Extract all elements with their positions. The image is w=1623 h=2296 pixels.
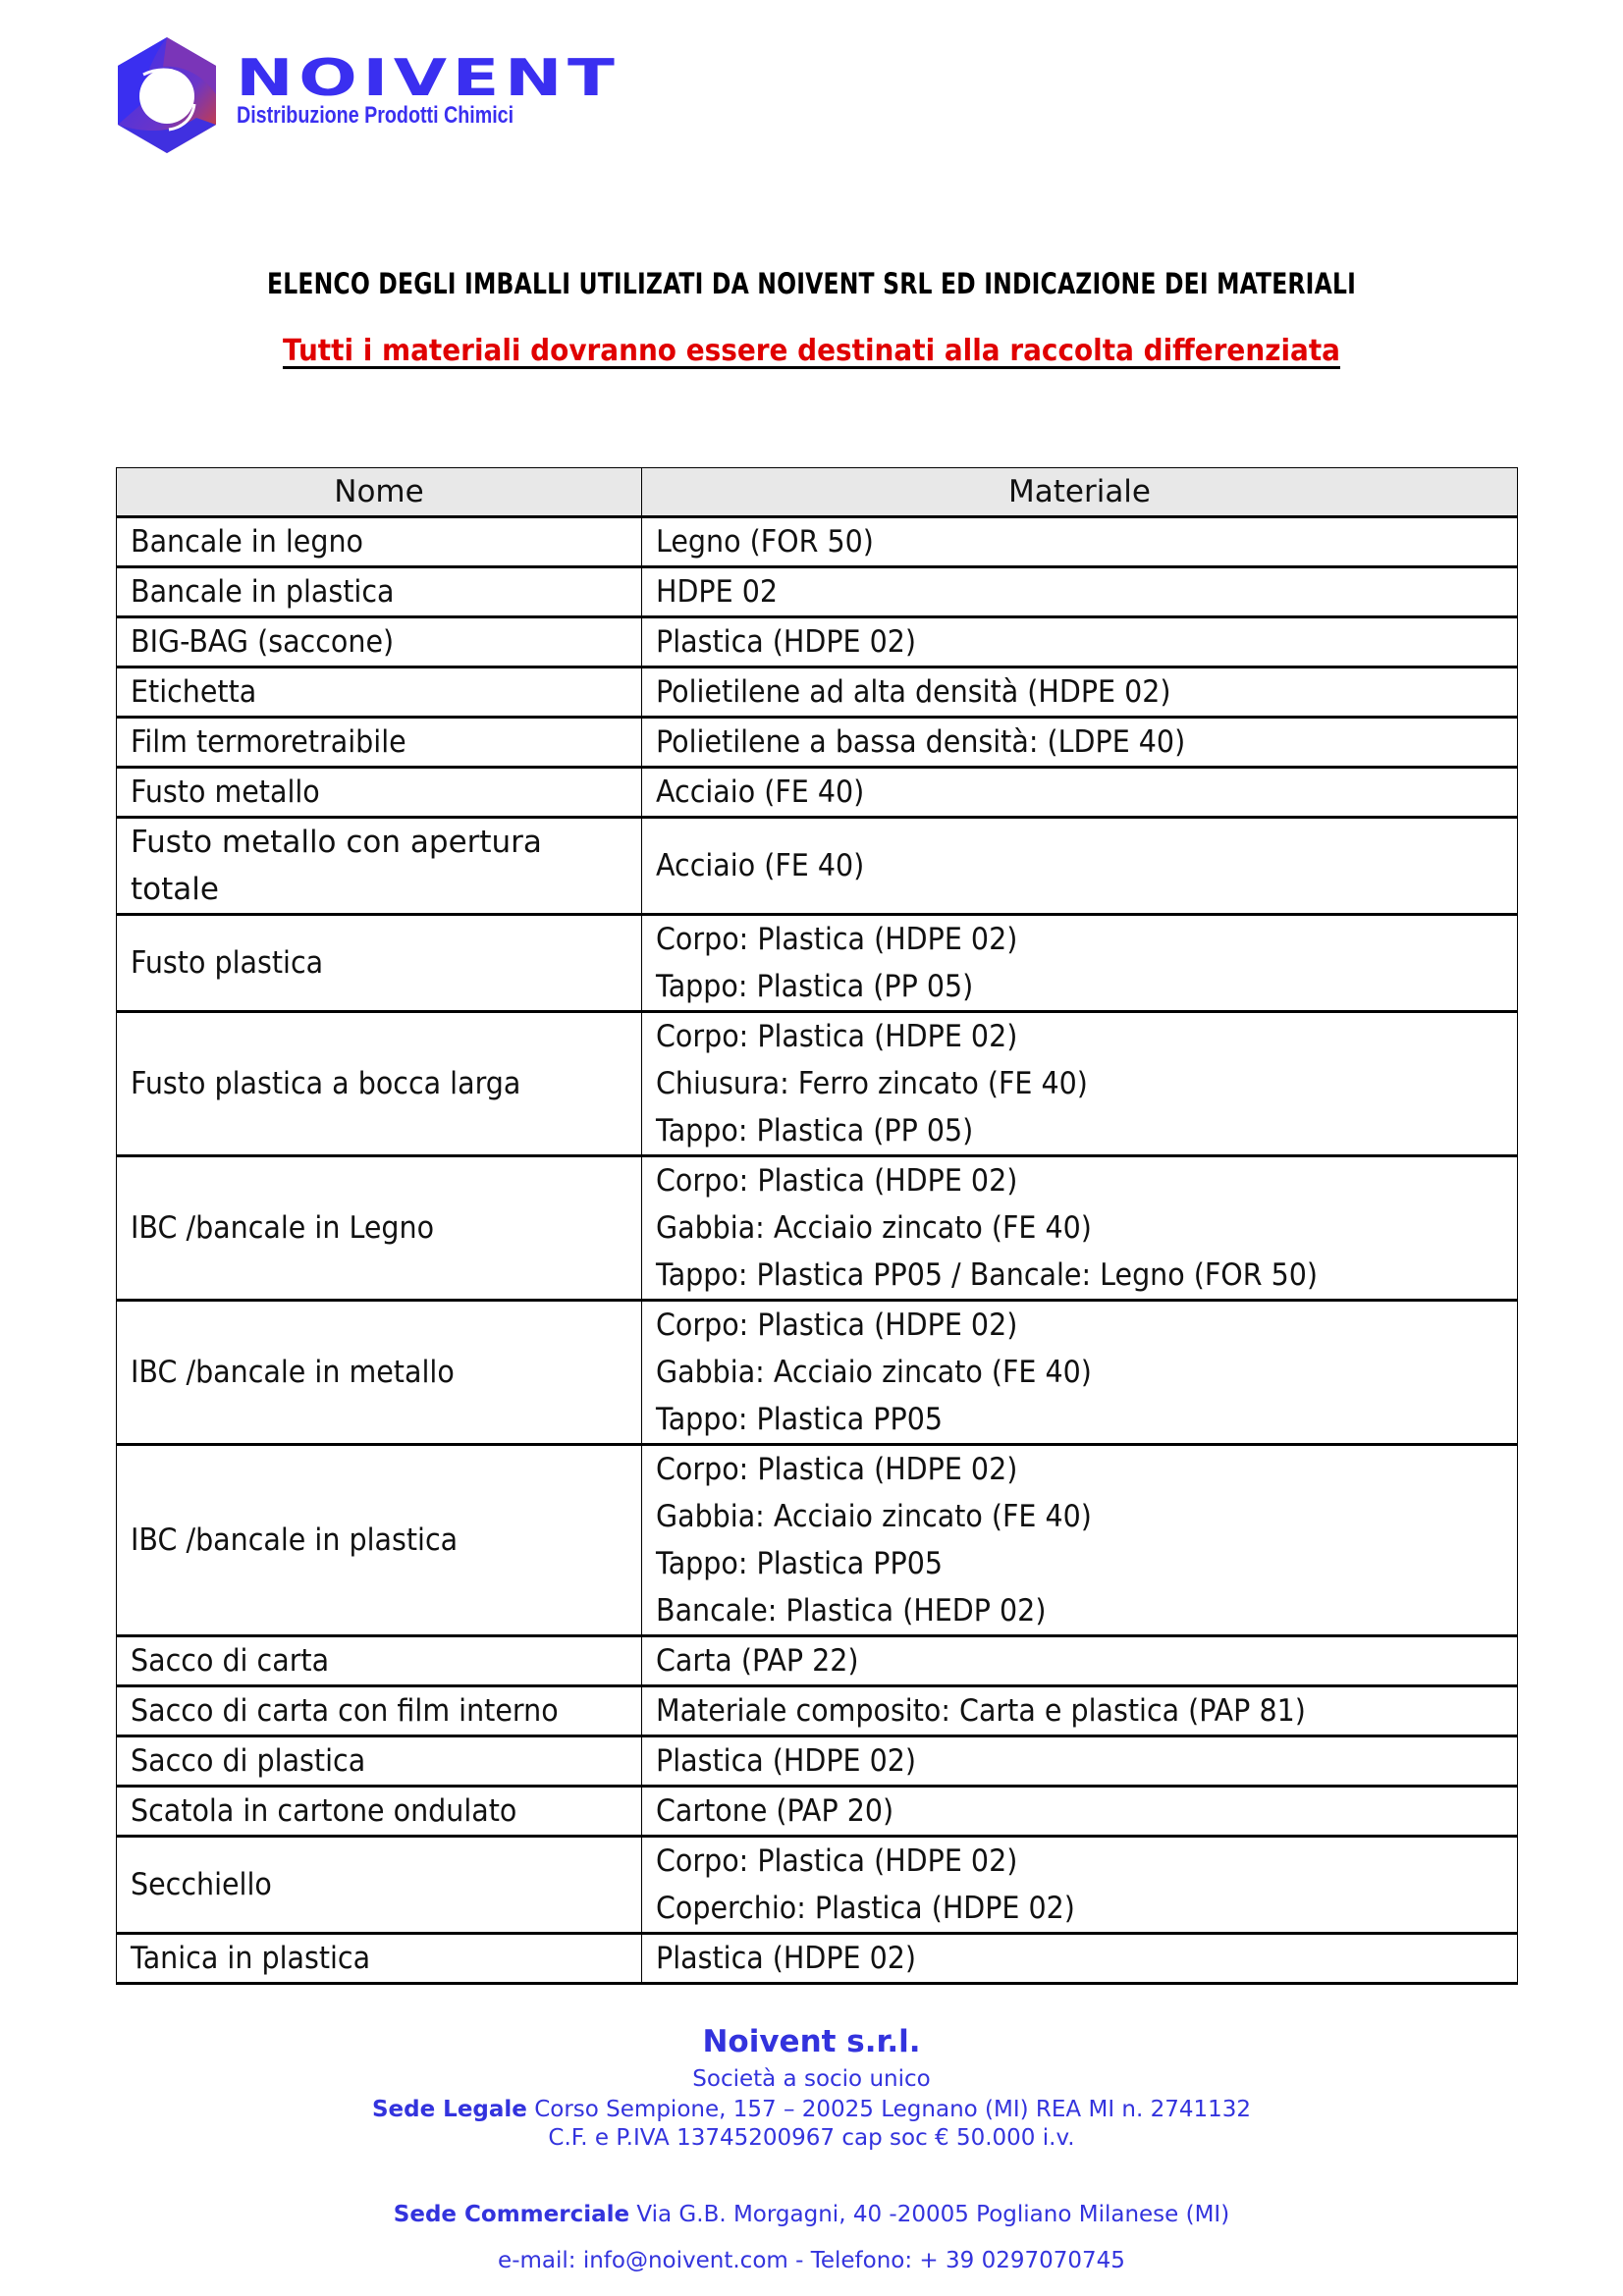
footer-tax-info: C.F. e P.IVA 13745200967 cap soc € 50.000 i.v. bbox=[548, 2125, 1075, 2151]
cell-materiale bbox=[642, 718, 1518, 768]
packaging-name: IBC /bancale in metallo bbox=[131, 1355, 455, 1390]
cell-nome bbox=[117, 718, 642, 768]
cell-nome bbox=[117, 617, 642, 667]
cell-materiale bbox=[642, 667, 1518, 718]
cell-materiale bbox=[642, 567, 1518, 617]
packaging-name: Sacco di carta con film interno bbox=[131, 1693, 559, 1729]
logo-wordmark: NOIVENT bbox=[236, 49, 621, 108]
cell-nome bbox=[117, 915, 642, 1012]
material-line: Tappo: Plastica PP05 bbox=[656, 1402, 943, 1437]
material-line: Corpo: Plastica (HDPE 02) bbox=[656, 1843, 1018, 1879]
cell-nome bbox=[117, 1736, 642, 1787]
footer-company-type: Società a socio unico bbox=[692, 2066, 931, 2092]
packaging-name: Tanica in plastica bbox=[131, 1941, 371, 1976]
footer-commercial-address bbox=[0, 2202, 1623, 2227]
footer-company-name: Noivent s.r.l. bbox=[702, 2024, 921, 2059]
material-line: Acciaio (FE 40) bbox=[656, 774, 865, 810]
material-line: Tappo: Plastica (PP 05) bbox=[656, 1113, 974, 1148]
cell-nome bbox=[117, 517, 642, 567]
material-line: Legno (FOR 50) bbox=[656, 524, 874, 560]
material-line: Plastica (HDPE 02) bbox=[656, 1941, 917, 1976]
packaging-name: IBC /bancale in plastica bbox=[131, 1522, 459, 1558]
material-line: Acciaio (FE 40) bbox=[656, 848, 865, 883]
material-line: Corpo: Plastica (HDPE 02) bbox=[656, 1163, 1018, 1199]
material-line: Gabbia: Acciaio zincato (FE 40) bbox=[656, 1210, 1092, 1246]
table-row bbox=[117, 617, 1518, 667]
packaging-name: Fusto metallo con apertura totale bbox=[131, 825, 542, 907]
cell-nome bbox=[117, 1301, 642, 1445]
legal-address: Corso Sempione, 157 – 20025 Legnano (MI) REA MI n. 2741132 bbox=[534, 2097, 1252, 2122]
packaging-name: Bancale in legno bbox=[131, 524, 363, 560]
legal-label: Sede Legale bbox=[371, 2097, 527, 2122]
table-row bbox=[117, 1837, 1518, 1934]
table-row bbox=[117, 1934, 1518, 1984]
material-line: Coperchio: Plastica (HDPE 02) bbox=[656, 1891, 1075, 1926]
table-row bbox=[117, 1301, 1518, 1445]
material-line: Corpo: Plastica (HDPE 02) bbox=[656, 1308, 1018, 1343]
cell-materiale bbox=[642, 1156, 1518, 1301]
cell-nome bbox=[117, 1787, 642, 1837]
material-line: Plastica (HDPE 02) bbox=[656, 1743, 917, 1779]
cell-nome bbox=[117, 768, 642, 818]
cell-nome bbox=[117, 567, 642, 617]
material-line: Bancale: Plastica (HEDP 02) bbox=[656, 1593, 1047, 1629]
cell-materiale bbox=[642, 1686, 1518, 1736]
material-line: Corpo: Plastica (HDPE 02) bbox=[656, 1452, 1018, 1487]
material-line: Polietilene a bassa densità: (LDPE 40) bbox=[656, 724, 1186, 760]
material-line: HDPE 02 bbox=[656, 574, 778, 610]
material-line: Cartone (PAP 20) bbox=[656, 1793, 894, 1829]
footer-legal-address bbox=[0, 2097, 1623, 2122]
footer-contact: e-mail: info@noivent.com - Telefono: + 39 0297070745 bbox=[498, 2248, 1125, 2273]
cell-materiale bbox=[642, 768, 1518, 818]
packaging-name: Fusto plastica a bocca larga bbox=[131, 1066, 521, 1101]
material-line: Tappo: Plastica PP05 / Bancale: Legno (FOR 50) bbox=[656, 1257, 1319, 1293]
cell-nome bbox=[117, 1012, 642, 1156]
company-logo bbox=[114, 35, 664, 158]
cell-nome bbox=[117, 667, 642, 718]
material-line: Gabbia: Acciaio zincato (FE 40) bbox=[656, 1355, 1092, 1390]
table-row bbox=[117, 1787, 1518, 1837]
cell-materiale bbox=[642, 1736, 1518, 1787]
table-row bbox=[117, 667, 1518, 718]
cell-nome bbox=[117, 1156, 642, 1301]
cell-materiale bbox=[642, 1636, 1518, 1686]
packaging-materials-table bbox=[116, 467, 1518, 1985]
table-row bbox=[117, 915, 1518, 1012]
cell-nome bbox=[117, 1837, 642, 1934]
cell-materiale bbox=[642, 1787, 1518, 1837]
material-line: Gabbia: Acciaio zincato (FE 40) bbox=[656, 1499, 1092, 1534]
cell-nome bbox=[117, 1445, 642, 1636]
table-row bbox=[117, 818, 1518, 915]
cell-materiale bbox=[642, 1934, 1518, 1984]
table-row bbox=[117, 1636, 1518, 1686]
packaging-name: Etichetta bbox=[131, 674, 257, 710]
table-row bbox=[117, 1686, 1518, 1736]
material-line: Tappo: Plastica PP05 bbox=[656, 1546, 943, 1581]
table-row bbox=[117, 517, 1518, 567]
packaging-name: BIG-BAG (saccone) bbox=[131, 624, 395, 660]
cell-materiale bbox=[642, 915, 1518, 1012]
cell-nome bbox=[117, 818, 642, 915]
table-row bbox=[117, 718, 1518, 768]
packaging-name: Fusto plastica bbox=[131, 945, 324, 981]
commercial-label: Sede Commerciale bbox=[393, 2202, 630, 2227]
cell-materiale bbox=[642, 818, 1518, 915]
recycling-notice: Tutti i materiali dovranno essere destinati alla raccolta differenziata bbox=[282, 334, 1341, 368]
material-line: Chiusura: Ferro zincato (FE 40) bbox=[656, 1066, 1088, 1101]
packaging-name: Secchiello bbox=[131, 1867, 272, 1902]
table-body bbox=[117, 517, 1518, 1984]
cell-nome bbox=[117, 1934, 642, 1984]
material-line: Polietilene ad alta densità (HDPE 02) bbox=[656, 674, 1171, 710]
material-line: Materiale composito: Carta e plastica (PAP 81) bbox=[656, 1693, 1306, 1729]
header-materiale: Materiale bbox=[642, 468, 1518, 517]
table-row bbox=[117, 1445, 1518, 1636]
cell-materiale bbox=[642, 1012, 1518, 1156]
material-line: Corpo: Plastica (HDPE 02) bbox=[656, 1019, 1018, 1054]
packaging-name: Scatola in cartone ondulato bbox=[131, 1793, 517, 1829]
table-row bbox=[117, 567, 1518, 617]
commercial-address: Via G.B. Morgagni, 40 -20005 Pogliano Milanese (MI) bbox=[636, 2202, 1230, 2227]
document-title: ELENCO DEGLI IMBALLI UTILIZATI DA NOIVENT SRL ED INDICAZIONE DEI MATERIALI bbox=[266, 267, 1356, 300]
cell-materiale bbox=[642, 517, 1518, 567]
table-row bbox=[117, 1012, 1518, 1156]
table-row bbox=[117, 1156, 1518, 1301]
header-nome: Nome bbox=[117, 468, 642, 517]
packaging-name: Bancale in plastica bbox=[131, 574, 395, 610]
table-row bbox=[117, 1736, 1518, 1787]
material-line: Tappo: Plastica (PP 05) bbox=[656, 969, 974, 1004]
cell-materiale bbox=[642, 1445, 1518, 1636]
cell-nome bbox=[117, 1636, 642, 1686]
cell-materiale bbox=[642, 617, 1518, 667]
packaging-name: IBC /bancale in Legno bbox=[131, 1210, 435, 1246]
logo-hexagon-icon bbox=[114, 35, 220, 155]
cell-materiale bbox=[642, 1837, 1518, 1934]
table-row bbox=[117, 768, 1518, 818]
cell-nome bbox=[117, 1686, 642, 1736]
material-line: Corpo: Plastica (HDPE 02) bbox=[656, 922, 1018, 957]
packaging-name: Sacco di carta bbox=[131, 1643, 330, 1679]
packaging-name: Fusto metallo bbox=[131, 774, 320, 810]
table-header-row bbox=[117, 468, 1518, 517]
material-line: Carta (PAP 22) bbox=[656, 1643, 859, 1679]
cell-materiale bbox=[642, 1301, 1518, 1445]
packaging-name: Sacco di plastica bbox=[131, 1743, 366, 1779]
material-line: Plastica (HDPE 02) bbox=[656, 624, 917, 660]
logo-tagline: Distribuzione Prodotti Chimici bbox=[237, 102, 514, 129]
packaging-name: Film termoretraibile bbox=[131, 724, 406, 760]
